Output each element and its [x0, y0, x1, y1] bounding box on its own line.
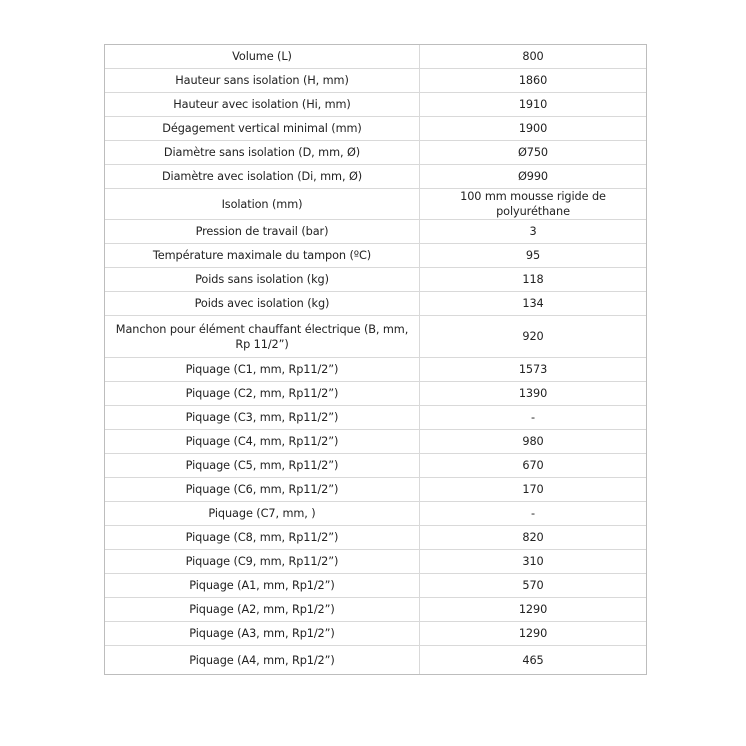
row-label: Manchon pour élément chauffant électrique (B, mm, Rp 11/2”): [105, 316, 420, 358]
table-row-working-pressure: [105, 220, 647, 244]
row-label: Hauteur avec isolation (Hi, mm): [105, 93, 420, 117]
row-value: 1290: [420, 622, 647, 646]
row-value: 1573: [420, 358, 647, 382]
row-label: Piquage (A1, mm, Rp1/2”): [105, 574, 420, 598]
row-value: Ø750: [420, 141, 647, 165]
table-row-height-with-insulation: [105, 93, 647, 117]
table-row-connection-a4: [105, 646, 647, 675]
row-label: Dégagement vertical minimal (mm): [105, 117, 420, 141]
row-value: -: [420, 406, 647, 430]
table-row-connection-c2: [105, 382, 647, 406]
row-label: Piquage (C2, mm, Rp11/2”): [105, 382, 420, 406]
row-value: 100 mm mousse rigide de polyuréthane: [420, 189, 647, 220]
row-value: 820: [420, 526, 647, 550]
table-row-connection-c9: [105, 550, 647, 574]
table-row-connection-a3: [105, 622, 647, 646]
row-label: Poids avec isolation (kg): [105, 292, 420, 316]
table-row-connection-c6: [105, 478, 647, 502]
spec-table: [104, 44, 647, 675]
row-label: Piquage (C1, mm, Rp11/2”): [105, 358, 420, 382]
row-label: Piquage (A3, mm, Rp1/2”): [105, 622, 420, 646]
table-row-vertical-clearance: [105, 117, 647, 141]
row-label: Diamètre sans isolation (D, mm, Ø): [105, 141, 420, 165]
row-label: Piquage (C4, mm, Rp11/2”): [105, 430, 420, 454]
row-value: 1910: [420, 93, 647, 117]
table-row-connection-c8: [105, 526, 647, 550]
table-row-diameter-without-insulation: [105, 141, 647, 165]
table-row-insulation: [105, 189, 647, 220]
row-value: 670: [420, 454, 647, 478]
table-row-connection-c5: [105, 454, 647, 478]
table-row-connection-a2: [105, 598, 647, 622]
row-label: Piquage (A2, mm, Rp1/2”): [105, 598, 420, 622]
table-row-connection-c1: [105, 358, 647, 382]
table-row-connection-c3: [105, 406, 647, 430]
row-value: 1900: [420, 117, 647, 141]
row-value: -: [420, 502, 647, 526]
table-row-max-temperature: [105, 244, 647, 268]
row-label: Piquage (C5, mm, Rp11/2”): [105, 454, 420, 478]
row-value: 570: [420, 574, 647, 598]
row-value: 134: [420, 292, 647, 316]
table-row-connection-a1: [105, 574, 647, 598]
row-label: Hauteur sans isolation (H, mm): [105, 69, 420, 93]
row-label: Pression de travail (bar): [105, 220, 420, 244]
table-row-height-without-insulation: [105, 69, 647, 93]
row-value: 310: [420, 550, 647, 574]
row-value: 1290: [420, 598, 647, 622]
row-label: Poids sans isolation (kg): [105, 268, 420, 292]
spec-table-body: [105, 45, 647, 675]
row-label: Piquage (C7, mm, ): [105, 502, 420, 526]
row-value: 800: [420, 45, 647, 69]
row-label: Piquage (A4, mm, Rp1/2”): [105, 646, 420, 675]
row-value: Ø990: [420, 165, 647, 189]
row-label: Diamètre avec isolation (Di, mm, Ø): [105, 165, 420, 189]
row-value: 3: [420, 220, 647, 244]
row-value: 95: [420, 244, 647, 268]
row-value: 920: [420, 316, 647, 358]
table-row-diameter-with-insulation: [105, 165, 647, 189]
row-label: Volume (L): [105, 45, 420, 69]
row-value: 118: [420, 268, 647, 292]
row-label: Piquage (C8, mm, Rp11/2”): [105, 526, 420, 550]
row-value: 170: [420, 478, 647, 502]
table-row-heating-element-sleeve: [105, 316, 647, 358]
row-label: Piquage (C9, mm, Rp11/2”): [105, 550, 420, 574]
table-row-connection-c4: [105, 430, 647, 454]
row-label: Isolation (mm): [105, 189, 420, 220]
row-value: 1860: [420, 69, 647, 93]
row-label: Piquage (C3, mm, Rp11/2”): [105, 406, 420, 430]
row-value: 980: [420, 430, 647, 454]
table-row-weight-with-insulation: [105, 292, 647, 316]
row-value: 1390: [420, 382, 647, 406]
row-label: Piquage (C6, mm, Rp11/2”): [105, 478, 420, 502]
row-value: 465: [420, 646, 647, 675]
table-row-connection-c7: [105, 502, 647, 526]
table-row-volume: [105, 45, 647, 69]
table-row-weight-without-insulation: [105, 268, 647, 292]
row-label: Température maximale du tampon (ºC): [105, 244, 420, 268]
